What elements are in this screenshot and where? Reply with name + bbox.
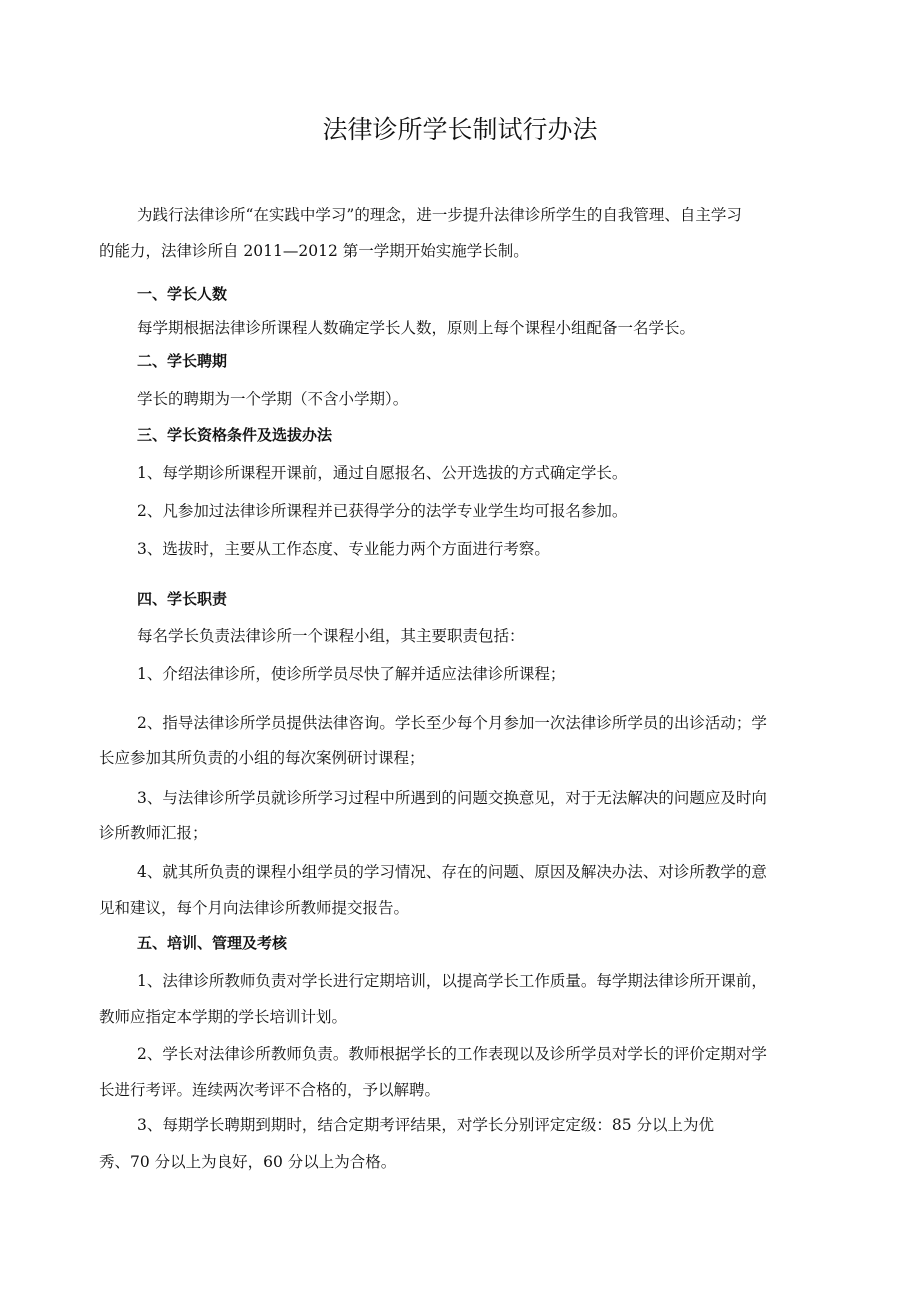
section-2-heading: 二、学长聘期	[137, 352, 228, 370]
section-5-line-5: 3、每期学长聘期到期时，结合定期考评结果，对学长分别评定定级：85 分以上为优	[137, 1116, 715, 1134]
intro-line-1: 为践行法律诊所“在实践中学习”的理念，进一步提升法律诊所学生的自我管理、自主学习	[137, 206, 742, 224]
section-3-line-1: 1、每学期诊所课程开课前，通过自愿报名、公开选拔的方式确定学长。	[137, 464, 628, 482]
intro-line-2: 的能力，法律诊所自 2011—2012 第一学期开始实施学长制。	[99, 242, 529, 260]
section-4-line-4: 长应参加其所负责的小组的每次案例研讨课程；	[99, 749, 425, 767]
section-5-line-3: 2、学长对法律诊所教师负责。教师根据学长的工作表现以及诊所学员对学长的评价定期对学	[137, 1045, 767, 1063]
section-5-line-2: 教师应指定本学期的学长培训计划。	[99, 1008, 348, 1026]
section-4-line-3: 2、指导法律诊所学员提供法律咨询。学长至少每个月参加一次法律诊所学员的出诊活动；学	[137, 714, 767, 732]
section-4-line-8: 见和建议，每个月向法律诊所教师提交报告。	[99, 899, 410, 917]
section-5-line-6: 秀、70 分以上为良好，60 分以上为合格。	[99, 1153, 397, 1171]
section-1-line-1: 每学期根据法律诊所课程人数确定学长人数，原则上每个课程小组配备一名学长。	[137, 319, 696, 337]
section-5-heading: 五、培训、管理及考核	[137, 934, 288, 952]
section-4-line-6: 诊所教师汇报；	[99, 824, 208, 842]
document-title: 法律诊所学长制试行办法	[322, 115, 598, 144]
section-3-heading: 三、学长资格条件及选拔办法	[137, 426, 333, 444]
section-4-line-2: 1、介绍法律诊所，使诊所学员尽快了解并适应法律诊所课程；	[137, 665, 566, 683]
section-4-line-1: 每名学长负责法律诊所一个课程小组，其主要职责包括：	[137, 627, 525, 645]
section-3-line-3: 3、选拔时，主要从工作态度、专业能力两个方面进行考察。	[137, 540, 550, 558]
section-4-heading: 四、学长职责	[137, 590, 228, 608]
section-5-line-1: 1、法律诊所教师负责对学长进行定期培训，以提高学长工作质量。每学期法律诊所开课前，	[137, 972, 767, 990]
section-4-line-5: 3、与法律诊所学员就诊所学习过程中所遇到的问题交换意见，对于无法解决的问题应及时向	[137, 789, 767, 807]
section-5-line-4: 长进行考评。连续两次考评不合格的，予以解聘。	[99, 1081, 441, 1099]
section-4-line-7: 4、就其所负责的课程小组学员的学习情况、存在的问题、原因及解决办法、对诊所教学的意	[137, 863, 767, 881]
section-2-line-1: 学长的聘期为一个学期（不含小学期）。	[137, 390, 409, 408]
section-3-line-2: 2、凡参加过法律诊所课程并已获得学分的法学专业学生均可报名参加。	[137, 502, 628, 520]
section-1-heading: 一、学长人数	[137, 285, 228, 303]
